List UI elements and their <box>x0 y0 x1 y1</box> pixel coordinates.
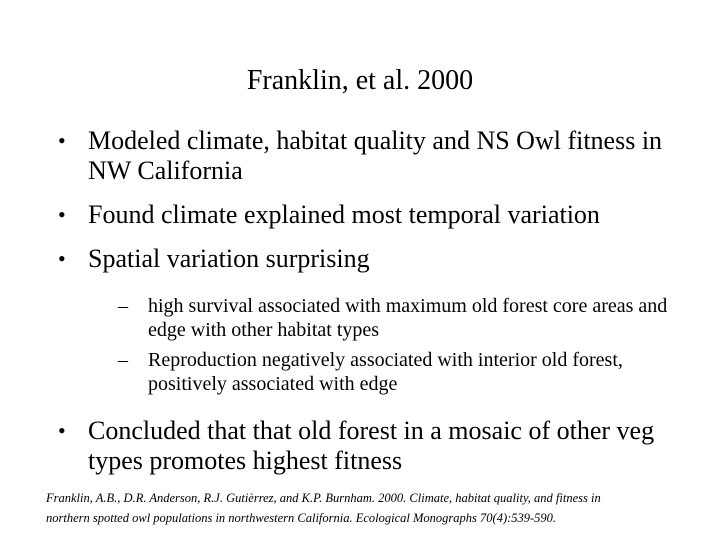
bullet-text: Modeled climate, habitat quality and NS Owl fitness in NW California <box>88 126 663 185</box>
sub-bullet-item <box>118 294 678 342</box>
dash-glyph: – <box>118 295 128 317</box>
bullet-item-conclusion <box>58 416 678 476</box>
citation-line: northern spotted owl populations in northwestern California. Ecological Monographs 70(4):539-590. <box>46 511 557 525</box>
bullet-text: Concluded that that old forest in a mosaic of other veg types promotes highest fitness <box>88 416 655 475</box>
bullet-item <box>58 200 678 230</box>
bullet-glyph: • <box>58 418 66 443</box>
sub-bullet-text: Reproduction negatively associated with interior old forest, positively associated with edge <box>148 349 623 395</box>
dash-glyph: – <box>118 349 128 371</box>
bullet-list <box>58 126 678 490</box>
slide-title: Franklin, et al. 2000 <box>246 65 474 96</box>
citation-line: Franklin, A.B., D.R. Anderson, R.J. Gutièrrez, and K.P. Burnham. 2000. Climate, habitat quality, and fitness in <box>46 491 601 505</box>
citation <box>46 488 686 528</box>
bullet-item <box>58 244 678 396</box>
bullet-glyph: • <box>58 202 66 227</box>
bullet-text: Spatial variation surprising <box>88 244 370 273</box>
bullet-glyph: • <box>58 246 66 271</box>
bullet-glyph: • <box>58 128 66 153</box>
sub-bullet-list <box>58 294 678 396</box>
bullet-text: Found climate explained most temporal variation <box>88 200 600 229</box>
sub-bullet-text: high survival associated with maximum old forest core areas and edge with other habitat types <box>148 295 668 341</box>
bullet-item <box>58 126 678 186</box>
sub-bullet-item <box>118 348 678 396</box>
